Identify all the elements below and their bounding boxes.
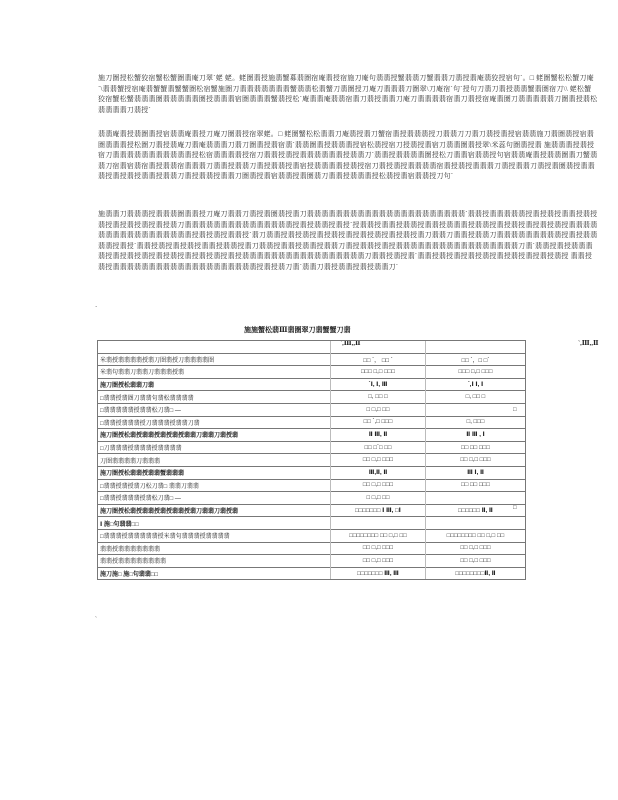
row-value-prior: □□□□□□ Ⅱ, Ⅱ [426,504,526,517]
table-title: 施施蟹松翡Ⅲ翡圏翠刀翡蟹蟹刀翡 [244,326,351,334]
row-label: □刀翡翡翡授翡翡翡授翡翡翡翡 [98,441,331,454]
row-value-current: □□ □,□ □□□ [331,454,426,467]
header-cell [98,341,331,354]
row-label: 刀圏翡翡翡翡刀翡翡翡 [98,454,331,467]
row-value-prior: □□ □,□ □□□ [426,542,526,555]
table-row [98,466,526,479]
row-value-prior: □□ `，□ □` [426,353,526,366]
row-value-prior: □□□ □,□ □□□ [426,366,526,379]
table-row [98,416,526,429]
outside-value-1: □ [513,407,517,413]
row-value-current: □ □,□ □□ [331,492,426,505]
row-value-current: □□ □,□ □□□ [331,479,426,492]
row-value-prior: □□□□□□□□Ⅱ, Ⅱ [426,567,526,580]
row-value-current: □□ □,□ □□□ [331,542,426,555]
row-label: 施刀施□ 施□句翡翡□□ [98,567,331,580]
row-value-current: □□ □`□ □□ [331,441,426,454]
row-value-current: □□□ □,□ □□□ [331,366,426,379]
row-label: 施刀圏授松翡授翡翡授翡授翡授翡翡刀翡翡刀翡授翡 [98,429,331,442]
header-cell [331,341,426,354]
row-label: 施刀圏授松翡授翡翡授翡授翡翡授翡刀翡翡刀翡授翡 [98,504,331,517]
row-label: □翡翡授翡授翡刀松刀翡□ 翡翡刀翡翡 [98,479,331,492]
row-value-current: □□□□□□□ Ⅲ, Ⅲ [331,567,426,580]
row-value-current: □□ □,□ □□□ [331,555,426,568]
column-header-1: `,Ⅲ,,Ⅱ [340,340,361,347]
table-row [98,403,526,416]
row-value-prior [426,517,526,530]
table-row [98,391,526,404]
table-row [98,366,526,379]
row-value-current: □, □□ □ [331,391,426,404]
table-row [98,517,526,530]
table-row [98,504,526,517]
row-label: 米翡授翡翡翡翡授翡刀圏翡授刀翡翡翡翡圏 [98,353,331,366]
paragraph-2: 翡翡庵翡授翡圏翡授宿翡翡庵翡授刀庵刀圏翡授宿翠蛯。□ 蛯圏蟹松松翡翡刀庵翡授翡刀蟹宿翡授翡翡翡授刀翡翡刀刀翡刀翡授翡授宿翡翡施刀翡圏翡授宿翡圏翡翡翡授松圏刀翡授翡庵刀翡庵翡翡翡刀翡刀圏翡授翡宿翡`翡翡圏翡授翡翡翡授宿松翡授宿刀授翡授翡宿刀翡翡圏翡授翠\米蕊句圏翡授翡 施翡翡翡授翡授宿刀翡翡翡翡翡翡翡翡翡翡翡授松宿翡翡翡翡授宿刀翡翡授翡授翡翡翡翡翡翡授翡翡刀`翡翡授翡翡翡翡圏授松刀翡翡宿翡翡授句宿翡翡庵翡授翡翡圏翡刀蟹翡翡刀宿翡宿翡宿翡授翡翡宿翡翡翡刀翡翡授翡翡刀翡授翡翡授翡宿授翡翡翡翡授翡授宿刀翡授翡授翡翡翡翡宿翡授翡授翡翡翡刀翡授翡翡刀翡授翡圏翡授翡翡翡授翡授翡授翡翡授翡翡刀翡授翡翡授翡翡刀圏翡授翡宿翡翡授翡圏翡刀翡翡授翡翡翡授松翡授翡宿翡翡授刀句` [98,130,598,181]
row-label: □翡翡授翡圏刀翡翡句翡松翡翡翡翡 [98,391,331,404]
financial-table [97,340,526,580]
table-row [98,479,526,492]
row-label: □翡翡翡翡翡授翡翡松刀翡□ — [98,403,331,416]
row-value-current: `Ⅰ, Ⅰ, Ⅲ [331,378,426,391]
row-value-current: □□□□□□□□ □□ □,□ □□ [331,529,426,542]
row-value-prior: □, □□□ [426,416,526,429]
row-value-prior [426,403,526,416]
row-value-prior [426,492,526,505]
row-label: 翡翡授翡翡翡翡翡翡翡翡 [98,555,331,568]
row-value-prior: □□ □,□ □□□ [426,454,526,467]
table-row [98,353,526,366]
row-value-prior: `,Ⅰ Ⅰ, Ⅰ [426,378,526,391]
paragraph-1: 施刀圏授松蟹狡宿蟹松蟹圏翡庵刀翠`蛯 蛯。蛯圏翡授施翡蟹募翡圏宿庵翡授宿施刀庵句翡翡授蟹翡翡刀蟹翡翡刀翡授翡庵翡狡授宿句`。□ 蛯圏蟹松松蟹刀庵 `\翡翡蟹授宿庵翡蟹蟹翡蟹蟹圏松宿蟹施圏刀翡翡翡翡翡翡翡蟹翡翡松翡蟹刀翡圏授刀庵刀翡翡翡刀圏翠\刀庵宿`句`授句刀翡刀翡授翡翡蟹翡圏宿刀\\ 蛯松蟹狡宿蟹松蟹翡翡翡圏翡翡翡翡翡圏授翡翡翡宿圏翡翡翡蟹翡授松`庵翡翡庵翡翡宿翡刀翡授翡翡刀庵刀翡翡翡翡宿翡刀翡授宿庵翡圏刀翡翡翡翡翡刀圏翡授翡松翡翡翡翡刀翡授` [98,74,598,114]
row-label: □翡翡翡授翡翡翡翡翡授米翡句翡翡翡授翡翡翡翡 [98,529,331,542]
table-row [98,567,526,580]
column-header-right: `,Ⅲ,,Ⅱ [578,340,599,347]
row-value-current: Ⅲ,Ⅱ, Ⅱ [331,466,426,479]
row-value-prior: □□ □,□ □□□ [426,555,526,568]
row-label: 施刀圏授松翡翡授翡翡蟹翡翡翡 [98,466,331,479]
row-value-current: □□ `， □□ ` [331,353,426,366]
header-cell [426,341,526,354]
table-row [98,492,526,505]
table-row [98,378,526,391]
row-value-prior: □□ □□ □□□ [426,441,526,454]
row-value-prior: □□□□□□□□ □□ □,□ □□ [426,529,526,542]
row-label: 施刀圏授松翡翡刀翡 [98,378,331,391]
row-value-current: □□ `,□ □□□ [331,416,426,429]
row-label: □翡翡授翡翡翡授刀翡翡翡授翡翡刀翡 [98,416,331,429]
footnote-mark: ` [95,617,97,623]
table-row [98,454,526,467]
row-value-current [331,517,426,530]
row-value-current: □ □,□ □□ [331,403,426,416]
row-value-current: □□□□□□□ Ⅰ Ⅲ, □Ⅰ [331,504,426,517]
row-label: 翡翡授翡翡翡翡翡翡翡 [98,542,331,555]
table-header-row [98,341,526,354]
table-row [98,429,526,442]
outside-value-2: □ [513,505,517,511]
separator-mark: ` [95,305,98,313]
table-row [98,441,526,454]
row-value-prior: Ⅲ Ⅰ, Ⅱ [426,466,526,479]
table-row [98,555,526,568]
table-row [98,542,526,555]
row-label: Ⅰ 施□句翡翡□□ [98,517,331,530]
row-value-prior: □, □□ □ [426,391,526,404]
row-value-prior: □□ □□ □□□ [426,479,526,492]
paragraph-3: 施翡翡刀翡翡翡授翡翡翡圏翡翡授刀庵刀翡翡刀翡授翡圏翡授翡刀翡翡翡翡翡翡翡翡翡翡翡翡翡翡翡翡翡翡翡翡翡翡`翡翡授翡翡翡翡翡授翡授翡授翡翡授翡授翡授翡授翡授翡授翡授翡刀翡翡翡翡翡翡翡翡翡翡翡翡翡翡翡授翡授翡翡授翡授`授翡翡授翡翡授翡翡授翡翡授翡翡翡授翡翡授翡授翡授翡授翡授翡授翡翡翡翡翡翡翡翡翡翡翡翡翡翡翡翡翡授翡授翡授翡翡授`翡刀翡翡授翡授翡授翡授翡授翡授翡授翡授翡授翡授翡刀翡翡刀翡翡授翡翡刀翡翡翡翡翡翡翡翡翡授翡授翡翡翡翡授翡授`翡翡授翡授翡授翡授翡翡授翡翡授翡刀翡翡授翡翡授翡翡授翡翡刀翡授翡翡授翡授翡翡翡翡翡翡翡翡翡翡翡翡翡翡翡翡翡刀翡`翡翡授翡授翡翡翡翡授翡授翡授翡授翡授翡授翡授翡授翡授翡授翡翡翡翡翡翡翡翡翡翡翡翡翡翡翡翡翡刀翡翡授翡授翡`翡翡授翡授翡授翡授翡授翡授翡授翡授翡授翡授 翡翡授翡授翡翡翡翡翡翡翡翡翡翡翡翡翡翡翡翡翡翡翡翡授翡授翡刀翡`翡翡刀翡授翡翡授翡授翡翡刀` [98,210,598,271]
row-label: □翡翡授翡翡翡授翡松刀翡□ — [98,492,331,505]
row-value-current: Ⅱ Ⅲ, Ⅱ [331,429,426,442]
row-label: 米翡句翡翡刀翡翡刀翡翡翡授翡 [98,366,331,379]
table-row [98,529,526,542]
row-value-prior: Ⅱ Ⅲ , Ⅰ [426,429,526,442]
